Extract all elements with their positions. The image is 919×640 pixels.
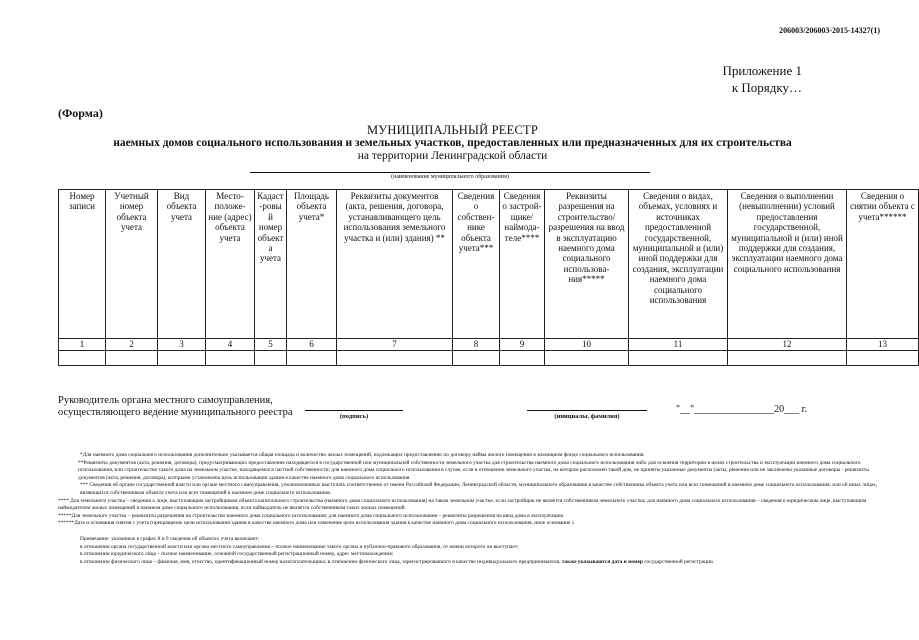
- header-cell: Сведения о застрой-щике/ наймода-теле****: [500, 190, 545, 339]
- header-cell: Учетный номер объекта учета: [106, 190, 158, 339]
- header-cell: Реквизиты разрешения на строительство/ разрешения на ввод в эксплуатацию наемного дома социального использова-ния*****: [545, 190, 629, 339]
- table-cell: [206, 351, 255, 366]
- header-cell: Сведения о видах, объемах, условиях и источниках предоставленной государственной, муниципальной и (или) иной поддержки для создания, эксплуатации наемного дома социального использования: [629, 190, 728, 339]
- footnote-5: *****Для земельного участка – реквизиты разрешения на строительство наемного дома социального использования; для наемного дома социального использования – реквизиты разрешения на ввод дома в эксплуатацию.: [58, 512, 565, 519]
- signature-head-line-2: осуществляющего ведение муниципального реестра: [58, 407, 293, 418]
- appendix-note: [660, 62, 802, 96]
- column-number-row: [59, 339, 919, 351]
- table-header-row: [59, 190, 919, 339]
- title-line-1: МУНИЦИПАЛЬНЫЙ РЕЕСТР: [366, 123, 538, 137]
- column-number: 5: [255, 339, 287, 351]
- remark-text: государственной регистрации.: [644, 558, 715, 565]
- remark-text: в отношении физического лица – фамилия, имя, отчество, идентификационный номер налогоплательщика; в отношении физического лица, зарегистрированного в качестве индивидуального предпринимателя,: [80, 558, 561, 565]
- appendix-line-2: к Порядку…: [731, 80, 802, 95]
- header-cell: Сведения о выполнении (невыполнении) условий предоставления государственной, муниципальной и (или) иной поддержки для создания, эксплуатации наемного дома социального использования: [728, 190, 847, 339]
- municipality-line: [250, 172, 650, 173]
- column-number: 7: [337, 339, 453, 351]
- document-number: 206003/206003-2015-14327(1): [779, 26, 880, 35]
- table-cell: [337, 351, 453, 366]
- signature-caption: (подпись): [339, 413, 369, 420]
- register-title: [80, 124, 825, 163]
- table-cell: [255, 351, 287, 366]
- municipality-caption: (наименование муниципального образования): [391, 174, 509, 180]
- table-cell: [287, 351, 337, 366]
- header-cell: Номер записи: [59, 190, 106, 339]
- table-cell: [728, 351, 847, 366]
- table-cell: [59, 351, 106, 366]
- column-number: 8: [453, 339, 500, 351]
- column-number: 1: [59, 339, 106, 351]
- header-cell: Реквизиты документов (акта, решения, договора, устанавливающего цель использования земельного участка и (или) здания) **: [337, 190, 453, 339]
- remark-bold-text: также указываются дата и номер: [561, 558, 643, 565]
- title-line-2: наемных домов социального использования и земельных участков, предоставленных или предназначенных для их строительства: [113, 137, 792, 149]
- header-cell: Сведения о собствен-нике объекта учета***: [453, 190, 500, 339]
- remark-item: [58, 559, 890, 567]
- table-cell: [545, 351, 629, 366]
- signature-line: [305, 410, 403, 411]
- signature-head-line-1: Руководитель органа местного самоуправления,: [58, 395, 273, 406]
- column-number: 4: [206, 339, 255, 351]
- remark-item: в отношении юридического лица – полное наименование, основной государственный регистрационный номер, адрес местонахождения;: [80, 551, 394, 558]
- header-cell: Вид объекта учета: [158, 190, 206, 339]
- table-cell: [500, 351, 545, 366]
- column-number: 11: [629, 339, 728, 351]
- header-cell: Кадаст-ровый номер объекта учета: [255, 190, 287, 339]
- footnotes: [58, 452, 890, 566]
- signature-date: "__"________________20___ г.: [676, 404, 808, 415]
- header-cell: Сведения о снятии объекта с учета******: [847, 190, 919, 339]
- column-number: 9: [500, 339, 545, 351]
- column-number: 10: [545, 339, 629, 351]
- table-cell: [629, 351, 728, 366]
- form-label: (Форма): [58, 106, 103, 120]
- table-cell: [158, 351, 206, 366]
- appendix-line-1: Приложение 1: [722, 63, 802, 78]
- footnote-2: **Реквизиты документов (акта, решения, договора), предусматривающих предоставление находящегося в государственной или муниципальной собственности земельного участка для строительства наемного дома социального использования либо для освоения территории в целях строительства и эксплуатации наемного дома социального использования, или строительство такого дома на земельном участке, находящемся в частной собственности; для наемного дома социального использования в случае, если в отношении земельного участка, на котором расположен такой дом, не приняты указанные документы (акты, решения или не заключены указанные договоры - реквизиты документов (акта, решения, договора), которыми установлена цель использования здания в качестве наемного дома социального использования.: [78, 459, 869, 481]
- header-cell: Место-положе-ние (адрес) объекта учета: [206, 190, 255, 339]
- header-cell: Площадь объекта учета*: [287, 190, 337, 339]
- name-caption: (инициалы, фамилия): [554, 413, 620, 420]
- table-row: [59, 351, 919, 366]
- footnote-6: ******Дата и основания снятия с учета (прекращение цели использования здания в качестве наемного дома или изменение цели использования здания в качестве наемного дома социального использования, иное основание ).: [58, 520, 575, 527]
- name-line: [527, 410, 647, 411]
- table-cell: [847, 351, 919, 366]
- footnote-1: *Для наемного дома социального использования дополнительно указывается общая площадь и количество жилых помещений, подлежащих предоставлению по договору найма жилого помещения в жилищном фонде социального использования.: [80, 452, 645, 458]
- column-number: 3: [158, 339, 206, 351]
- footnote-3: *** Сведения об органе государственной власти или органе местного самоуправления, уполномоченных выступать соответственно от имени Российской Федерации, Ленинградской области, муниципального образования в качестве собственника объекта учета или всех помещений в наемном доме социального использования, или об иных лицах, являющихся собственником объекта учета или всех помещений в наемном доме социального использования.: [80, 482, 878, 496]
- column-number: 2: [106, 339, 158, 351]
- title-line-3: на территории Ленинградской области: [357, 150, 548, 162]
- remark-intro: Примечание: указанные в графах 8 и 9 сведения об объектах учета включают:: [80, 535, 260, 542]
- footnote-4: **** Для земельного участка – сведения о лице, выступающим застройщиком объекта капитального строительства (наемного дома социального использования) на таком земельном участке, если застройщик не является собственником земельного участка; для наемного дома социального использования – сведения о юридическом лице, выступающим наймодателем жилых помещений в наемном доме социального использования, если наймодатель не является собственником таких жилых помещений.: [58, 497, 867, 512]
- table-cell: [106, 351, 158, 366]
- column-number: 12: [728, 339, 847, 351]
- remark-item: в отношении органа государственной власти или органа местного самоуправления – полное наименование такого органа и публично-правового образования, от имени которого он выступает;: [80, 543, 519, 550]
- register-table: [58, 189, 919, 366]
- table-cell: [453, 351, 500, 366]
- column-number: 13: [847, 339, 919, 351]
- column-number: 6: [287, 339, 337, 351]
